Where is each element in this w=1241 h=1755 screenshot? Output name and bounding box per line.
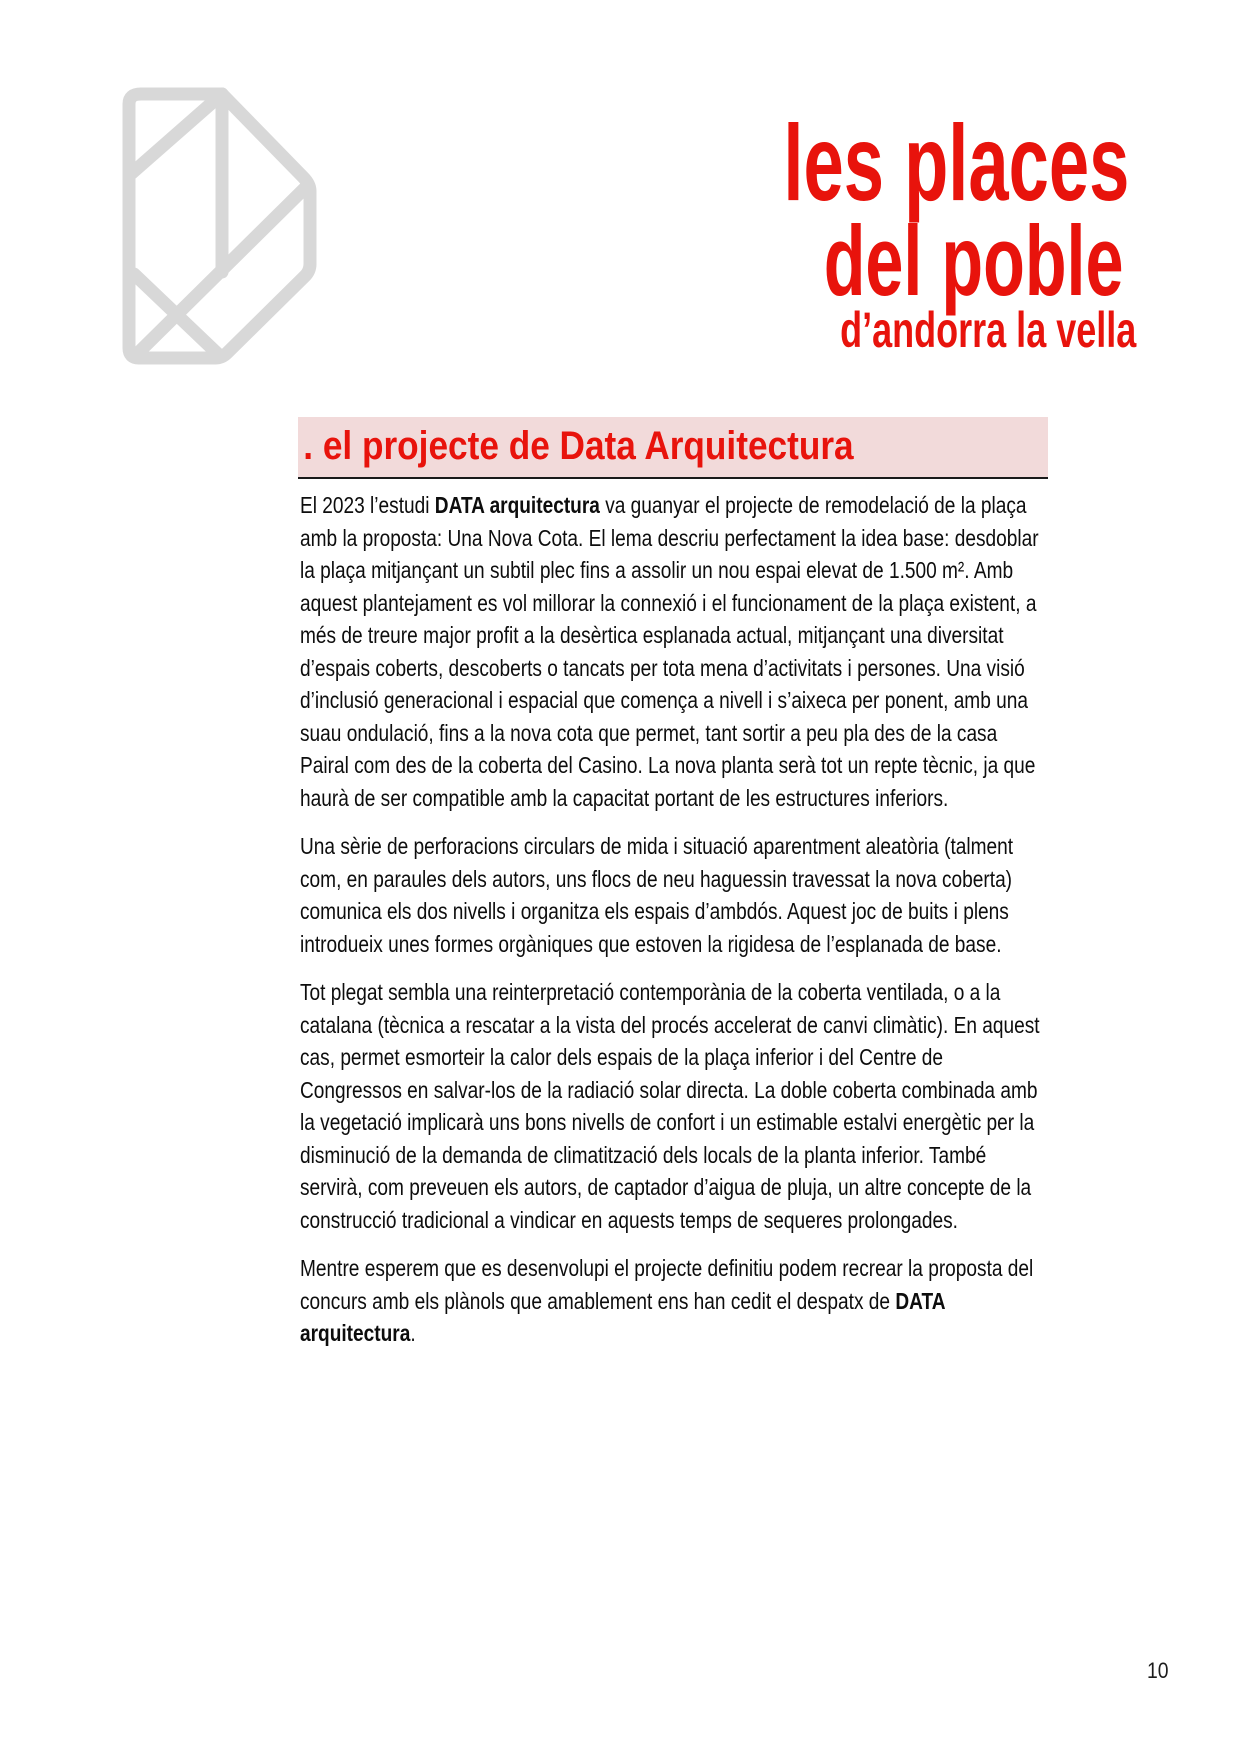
title-line-3: d’andorra la vella <box>839 302 1136 358</box>
article-body <box>300 489 1048 1366</box>
data-arquitectura-logo-icon <box>104 68 320 374</box>
title-line-1: les places <box>783 102 1129 223</box>
section-heading-banner <box>298 417 1048 479</box>
paragraph: El 2023 l’estudi DATA arquitectura va guanyar el projecte de remodelació de la plaça amb la proposta: Una Nova Cota. El lema descriu perfectament la idea base: desdoblar la plaça mitjançant un subtil plec fins a assolir un nou espai elevat de 1.500 m². Amb aquest plantejament es vol millorar la connexió i el funcionament de la plaça existent, a més de treure major profit a la desèrtica esplanada actual, mitjançant una diversitat d’espais coberts, descoberts o tancats per tota mena d’activitats i persones. Una visió d’inclusió generacional i espacial que comença a nivell i s’aixeca per ponent, amb una suau ondulació, fins a la nova cota que permet, tant sortir a peu pla des de la casa Pairal com des de la coberta del Casino. La nova planta serà tot un repte tècnic, ja que haurà de ser compatible amb la capacitat portant de les estructures inferiors. <box>300 492 1039 811</box>
paragraph: Mentre esperem que es desenvolupi el projecte definitiu podem recrear la proposta del concurs amb els plànols que amablement ens han cedit el despatx de DATA arquitectura. <box>300 1255 1034 1346</box>
title-line-2: del poble <box>824 205 1124 316</box>
paragraph: Tot plegat sembla una reinterpretació contemporània de la coberta ventilada, o a la catalana (tècnica a rescatar a la vista del procés accelerat de canvi climàtic). En aquest cas, permet esmorteir la calor dels espais de la plaça inferior i del Centre de Congressos en salvar-los de la radiació solar directa. La doble coberta combinada amb la vegetació implicarà uns bons nivells de confort i un estimable estalvi energètic per la disminució de la demanda de climatització dels locals de la planta inferior. També servirà, com preveuen els autors, de captador d’aigua de pluja, un altre concepte de la construcció tradicional a vindicar en aquests temps de sequeres prolongades. <box>300 979 1040 1233</box>
page-number: 10 <box>1146 1658 1168 1683</box>
paragraph: Una sèrie de perforacions circulars de mida i situació aparentment aleatòria (talment com, en paraules dels autors, uns flocs de neu haguessin travessat la nova coberta) comunica els dos nivells i organitza els espais d’ambdós. Aquest joc de buits i plens introdueix unes formes orgàniques que estoven la rigidesa de l’esplanada de base. <box>300 833 1014 957</box>
section-heading: . el projecte de Data Arquitectura <box>303 424 854 468</box>
